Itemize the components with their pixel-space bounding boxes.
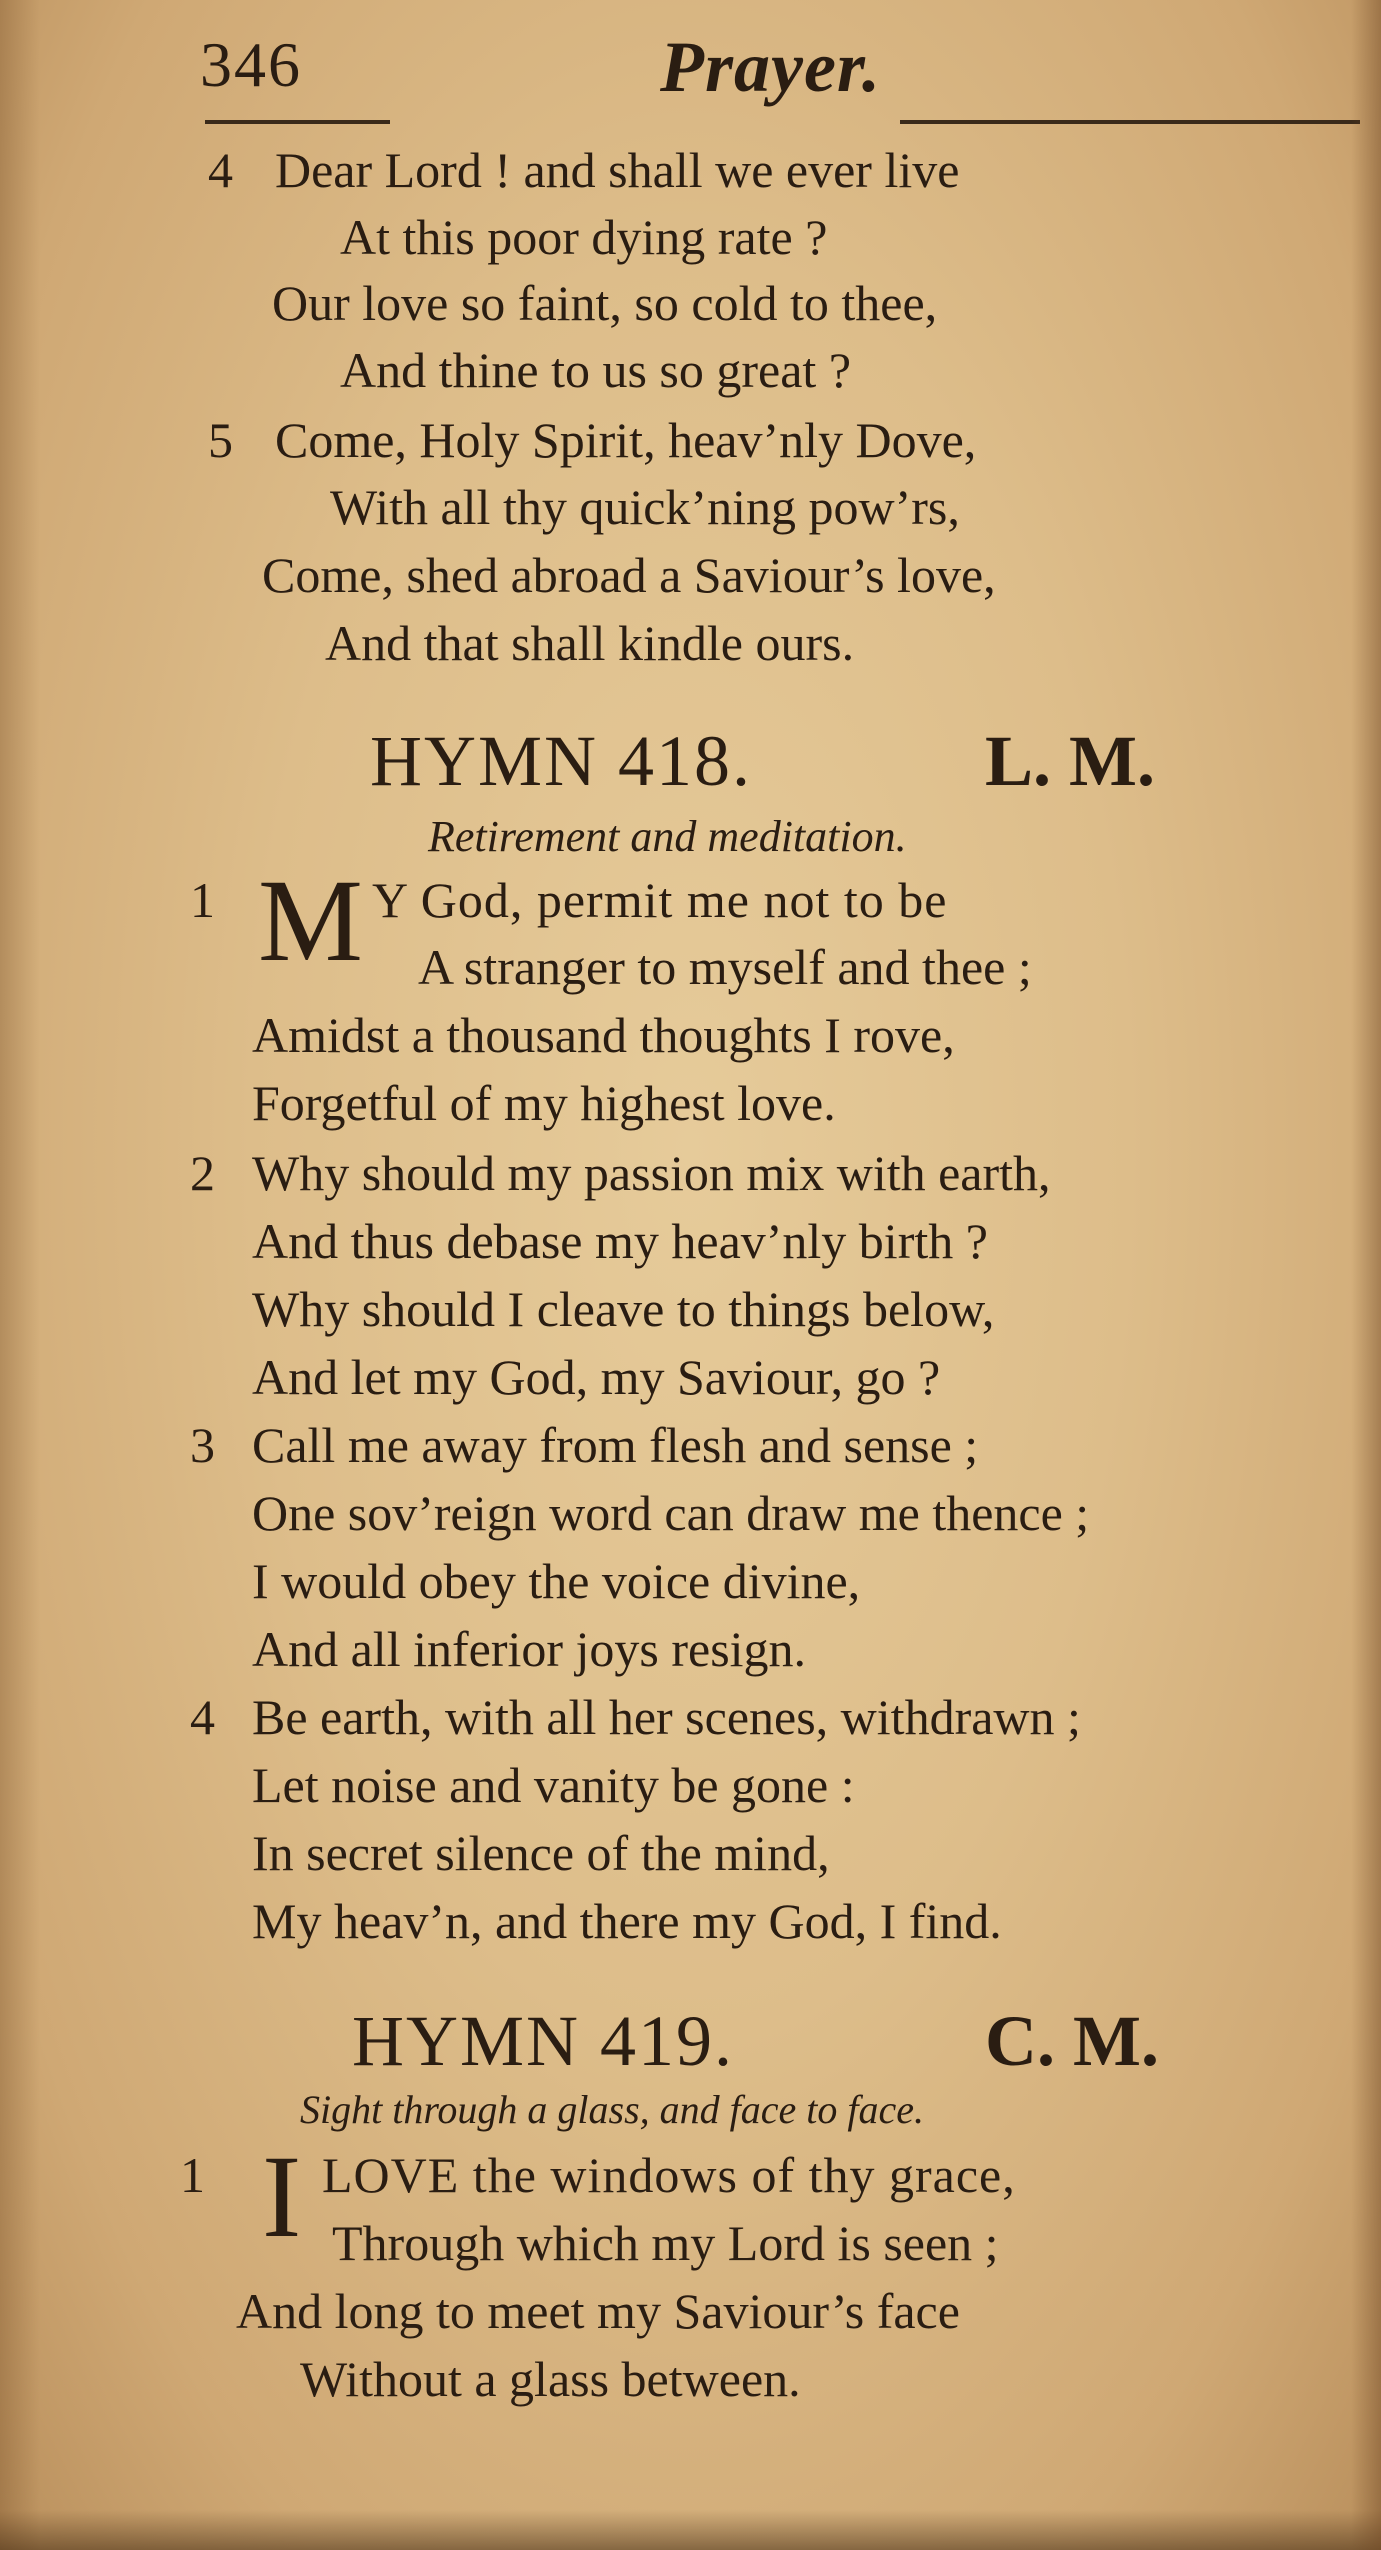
verse-line: Let noise and vanity be gone : (252, 1757, 855, 1813)
stanza-number: 2 (190, 1145, 215, 1201)
stanza-number: 4 (190, 1689, 215, 1745)
verse-line: Y God, permit me not to be (372, 872, 948, 928)
verse-line: And all inferior joys resign. (252, 1621, 807, 1677)
verse-line: Through which my Lord is seen ; (332, 2215, 999, 2271)
verse-line: I would obey the voice divine, (252, 1553, 861, 1609)
verse-line: And thine to us so great ? (340, 342, 852, 398)
hymn-subtitle: Retirement and meditation. (428, 812, 907, 861)
verse-line: In secret silence of the mind, (252, 1825, 830, 1881)
hymn-subtitle-part: Sight through a glass, (300, 2087, 650, 2132)
verse-line: And let my God, my Saviour, go ? (252, 1349, 941, 1405)
verse-line: And that shall kindle ours. (325, 615, 855, 671)
stanza-number: 1 (190, 872, 215, 928)
verse-line: Be earth, with all her scenes, withdrawn ; (252, 1689, 1081, 1745)
page-number: 346 (200, 29, 302, 100)
hymn-title: HYMN 418. (370, 721, 753, 801)
verse-line: And thus debase my heav’nly birth ? (252, 1213, 988, 1269)
verse-line: A stranger to myself and thee ; (418, 939, 1032, 995)
verse-line: Call me away from flesh and sense ; (252, 1417, 979, 1473)
verse-line: Come, Holy Spirit, heav’nly Dove, (275, 412, 977, 468)
drop-capital: I (262, 2131, 302, 2262)
verse-line: Come, shed abroad a Saviour’s love, (262, 547, 996, 603)
drop-capital: M (258, 855, 363, 986)
running-title: Prayer. (660, 27, 881, 107)
hymn-meter: L. M. (985, 721, 1155, 801)
verse-line: At this poor dying rate ? (340, 209, 828, 265)
hymn-title: HYMN 419. (352, 2001, 735, 2081)
header-rule-right (900, 120, 1360, 124)
verse-line: Why should I cleave to things below, (252, 1281, 995, 1337)
hymn-subtitle-part: and face to face. (659, 2087, 925, 2132)
verse-line: My heav’n, and there my God, I find. (252, 1893, 1002, 1949)
verse-line: With all thy quick’ning pow’rs, (330, 479, 960, 535)
stanza-number: 5 (208, 412, 233, 468)
verse-line: And long to meet my Saviour’s face (236, 2283, 960, 2339)
verse-line: Why should my passion mix with earth, (252, 1145, 1051, 1201)
verse-line: LOVE the windows of thy grace, (322, 2147, 1016, 2203)
stanza-number: 3 (190, 1417, 215, 1473)
stanza-number: 1 (180, 2147, 205, 2203)
running-head (200, 18, 1350, 108)
verse-line: Without a glass between. (300, 2351, 801, 2407)
verse-line: Amidst a thousand thoughts I rove, (252, 1007, 955, 1063)
stanza-number: 4 (208, 142, 233, 198)
hymn-meter: C. M. (985, 2001, 1159, 2081)
verse-line: Forgetful of my highest love. (252, 1075, 836, 1131)
page-bottom-edge (0, 2510, 1381, 2550)
hymn-subtitle (300, 2087, 925, 2132)
verse-line: One sov’reign word can draw me thence ; (252, 1485, 1090, 1541)
header-rule-left (205, 120, 390, 124)
verse-line: Dear Lord ! and shall we ever live (275, 142, 960, 198)
verse-line: Our love so faint, so cold to thee, (272, 275, 938, 331)
